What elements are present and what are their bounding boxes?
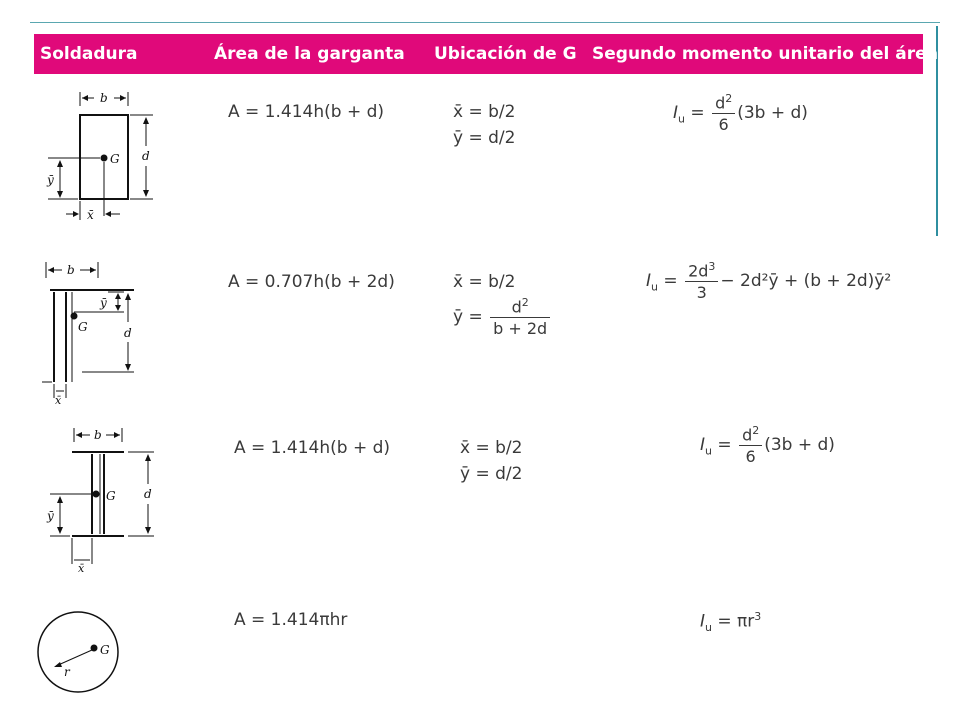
second-moment-formula: $I_u$ = $\frac{d^2}{6}$ (3b + d) — [700, 424, 835, 467]
second-moment-formula: $I_u$ = $\frac{2d^3}{3}$ − 2d²ȳ + (b + 2d)ȳ² — [646, 260, 892, 303]
ybar-formula: ȳ = d/2 — [460, 464, 523, 484]
svg-text:x̄: x̄ — [55, 394, 62, 407]
header-weld: Soldadura — [40, 44, 138, 64]
second-moment-formula: $I_u = \pi r^3$ — [700, 610, 762, 635]
b-label: b — [100, 91, 108, 105]
table-header — [34, 34, 939, 74]
throat-area-formula: A = 1.414πhr — [234, 610, 348, 630]
header-g-location: Ubicación de G — [434, 44, 577, 64]
xbar-formula: x̄ = b/2 — [453, 102, 516, 122]
header-second-moment: Segundo momento unitario del área — [592, 44, 939, 64]
second-moment-formula: $I_u$ = $\frac{d^2}{6}$ (3b + d) — [673, 92, 808, 135]
xbar-formula: x̄ = b/2 — [460, 438, 523, 458]
top-rule — [30, 22, 940, 23]
svg-text:b: b — [67, 263, 75, 277]
svg-text:ȳ: ȳ — [47, 509, 54, 523]
circular-weld-diagram — [36, 600, 136, 700]
header-throat-area: Área de la garganta — [214, 44, 405, 64]
svg-text:G: G — [106, 489, 116, 503]
svg-text:b: b — [94, 428, 102, 442]
svg-text:r: r — [64, 665, 70, 679]
svg-text:d: d — [124, 326, 132, 340]
throat-area-formula: A = 1.414h(b + d) — [234, 438, 391, 458]
ybar-label: ȳ — [47, 173, 54, 187]
throat-area-formula: A = 0.707h(b + 2d) — [228, 272, 395, 292]
svg-text:G: G — [78, 320, 88, 334]
svg-text:d: d — [144, 487, 152, 501]
xbar-formula: x̄ = b/2 — [453, 272, 516, 292]
svg-text:x̄: x̄ — [78, 562, 85, 574]
xbar-label: x̄ — [87, 208, 94, 222]
ybar-formula: ȳ = $\frac{d^2}{b + 2d}$ — [453, 296, 552, 338]
rectangle-weld-diagram — [38, 88, 168, 228]
svg-text:G: G — [100, 643, 110, 657]
g-label: G — [110, 152, 120, 166]
d-label: d — [142, 149, 150, 163]
channel-weld-diagram — [38, 258, 168, 408]
ybar-formula: ȳ = d/2 — [453, 128, 516, 148]
svg-text:ȳ: ȳ — [100, 296, 107, 310]
throat-area-formula: A = 1.414h(b + d) — [228, 102, 385, 122]
i-weld-diagram — [38, 424, 168, 574]
